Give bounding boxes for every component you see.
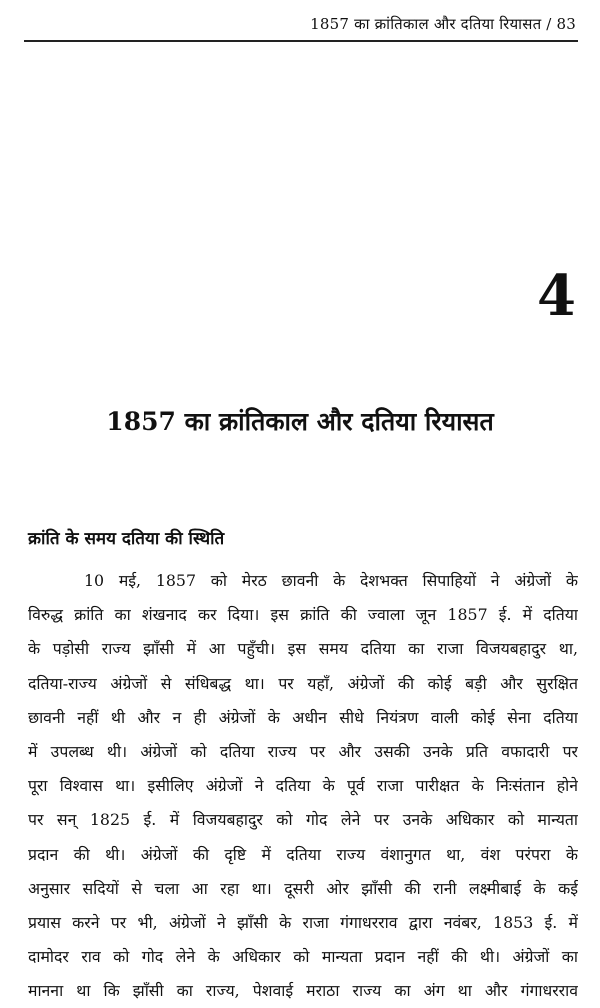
chapter-number: 4 <box>537 263 576 329</box>
chapter-title: 1857 का क्रांतिकाल और दतिया रियासत <box>106 407 494 436</box>
body-line: प्रयास करने पर भी, अंग्रेजों ने झाँसी के राजा गंगाधरराव द्वारा नवंबर, 1853 ई. में <box>28 912 578 932</box>
body-line: दतिया-राज्य अंग्रेजों से संधिबद्ध था। पर यहाँ, अंग्रेजों की कोई बड़ी और सुरक्षित <box>28 673 578 693</box>
body-line: अनुसार सदियों से चला आ रहा था। दूसरी ओर झाँसी की रानी लक्ष्मीबाई के कई <box>28 878 578 898</box>
section-heading: क्रांति के समय दतिया की स्थिति <box>28 529 225 549</box>
header-rule <box>24 40 578 42</box>
body-line: के पड़ोसी राज्य झाँसी में आ पहुँची। इस समय दतिया का राजा विजयबहादुर था, <box>28 639 578 659</box>
body-line: दामोदर राव को गोद लेने के अधिकार को मान्यता प्रदान नहीं की थी। अंग्रेजों का <box>28 947 578 967</box>
body-line: मानना था कि झाँसी का राज्य, पेशवाई मराठा राज्य का अंग था और गंगाधरराव <box>28 981 578 1001</box>
body-line: प्रदान की थी। अंग्रेजों की दृष्टि में दतिया राज्य वंशानुगत था, वंश परंपरा के <box>28 844 578 864</box>
body-text <box>28 564 578 1008</box>
running-head: 1857 का क्रांतिकाल और दतिया रियासत / 83 <box>310 15 576 33</box>
body-line: पर सन् 1825 ई. में विजयबहादुर को गोद लेने पर उनके अधिकार को मान्यता <box>28 810 578 830</box>
body-line: पूरा विश्वास था। इसीलिए अंग्रेजों ने दतिया के पूर्व राजा पारीक्षत के निःसंतान होने <box>28 776 578 796</box>
body-line: छावनी नहीं थी और न ही अंग्रेजों के अधीन सीधे नियंत्रण वाली कोई सेना दतिया <box>28 707 578 727</box>
body-line: विरुद्ध क्रांति का शंखनाद कर दिया। इस क्रांति की ज्वाला जून 1857 ई. में दतिया <box>28 605 578 625</box>
body-line: में उपलब्ध थी। अंग्रेजों को दतिया राज्य पर और उसकी उनके प्रति वफादारी पर <box>28 741 578 761</box>
body-line: 10 मई, 1857 को मेरठ छावनी के देशभक्त सिपाहियों ने अंग्रेजों के <box>84 571 578 590</box>
